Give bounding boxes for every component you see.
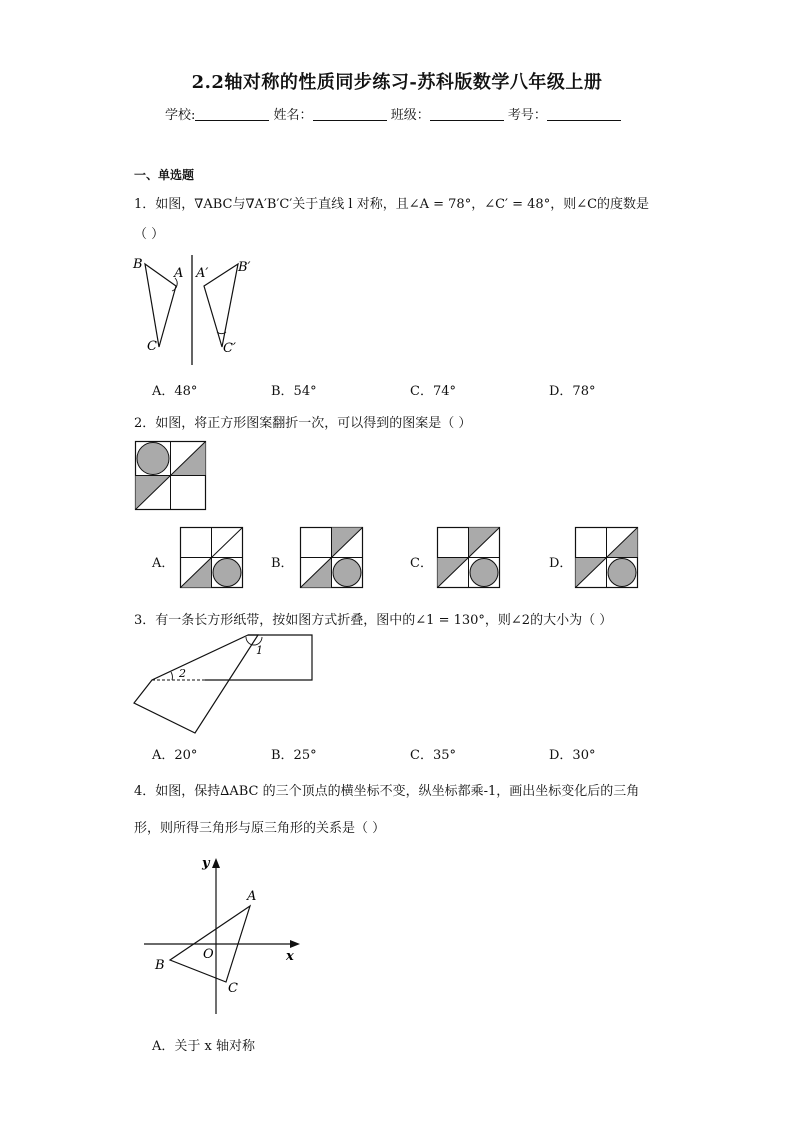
q4-option-a[interactable]: A．关于 x 轴对称	[152, 1039, 255, 1054]
label-a-prime: A′	[196, 266, 209, 281]
q2-original-pattern	[135, 441, 207, 511]
class-label: 班级：	[390, 108, 430, 123]
label-a: A	[174, 266, 184, 281]
label-b: B	[133, 257, 143, 272]
q2-option-a[interactable]: A．	[152, 556, 175, 571]
point-a-label: A	[247, 889, 257, 904]
q2-option-a-pattern[interactable]	[180, 527, 244, 589]
q2-option-c[interactable]: C．	[410, 556, 433, 571]
label-b-prime: B′	[238, 260, 251, 275]
angle-1-label: 1	[256, 644, 263, 657]
q3-folded-strip-figure	[130, 630, 320, 735]
q4-text-line2: 形，则所得三角形与原三角形的关系是（ ）	[134, 821, 386, 836]
point-b-label: B	[155, 958, 165, 973]
q3-option-a[interactable]: A．20°	[152, 748, 198, 763]
exam-no-blank	[547, 108, 621, 121]
q3-option-b[interactable]: B．25°	[271, 748, 317, 763]
q2-text: 2．如图，将正方形图案翻折一次，可以得到的图案是（ ）	[134, 416, 472, 431]
q3-option-d[interactable]: D．30°	[549, 748, 596, 763]
q1-option-d[interactable]: D．78°	[549, 384, 596, 399]
q4-coordinate-figure	[140, 852, 310, 1022]
point-c-label: C	[228, 981, 238, 996]
label-c: C	[147, 339, 157, 354]
q1-paren: （ ）	[134, 227, 165, 242]
q2-option-d[interactable]: D．	[549, 556, 573, 571]
q3-options	[0, 744, 794, 762]
exam-no-label: 考号：	[507, 108, 547, 123]
name-label: 姓名：	[273, 108, 313, 123]
school-blank	[195, 108, 269, 121]
q1-option-c[interactable]: C．74°	[410, 384, 456, 399]
label-c-prime: C′	[223, 341, 236, 356]
origin-label: O	[203, 947, 214, 962]
q2-option-b-pattern[interactable]	[300, 527, 364, 589]
q1-option-a[interactable]: A．48°	[152, 384, 198, 399]
name-blank	[313, 108, 387, 121]
q4-text-line1: 4．如图，保持∆ABC 的三个顶点的横坐标不变，纵坐标都乘-1，画出坐标变化后的三角	[134, 784, 640, 799]
q1-options	[0, 380, 794, 398]
y-axis-label: y	[202, 856, 210, 871]
triangle-abc	[145, 264, 176, 347]
q2-option-d-pattern[interactable]	[575, 527, 639, 589]
q3-text: 3．有一条长方形纸带，按如图方式折叠，图中的∠1 = 130°，则∠2的大小为（ ）	[134, 613, 613, 628]
triangle-abc-prime	[204, 264, 238, 347]
angle-2-label: 2	[179, 667, 186, 680]
q1-figure	[130, 250, 260, 370]
school-label: 学校:	[165, 108, 196, 123]
q1-text: 1．如图，∇ABC与∇A′B′C′关于直线 l 对称，且∠A = 78°，∠C′ = 48°，则∠C的度数是	[134, 197, 650, 212]
student-info-line	[165, 104, 621, 123]
y-axis-arrow	[212, 858, 220, 868]
q2-option-b[interactable]: B．	[271, 556, 294, 571]
q1-option-b[interactable]: B．54°	[271, 384, 317, 399]
section-heading: 一、单选题	[134, 168, 195, 182]
x-axis-label: x	[286, 949, 294, 964]
page-title: 2.2轴对称的性质同步练习-苏科版数学八年级上册	[191, 72, 603, 93]
class-blank	[430, 108, 504, 121]
q3-option-c[interactable]: C．35°	[410, 748, 456, 763]
x-axis-arrow	[290, 940, 300, 948]
q2-option-c-pattern[interactable]	[437, 527, 501, 589]
